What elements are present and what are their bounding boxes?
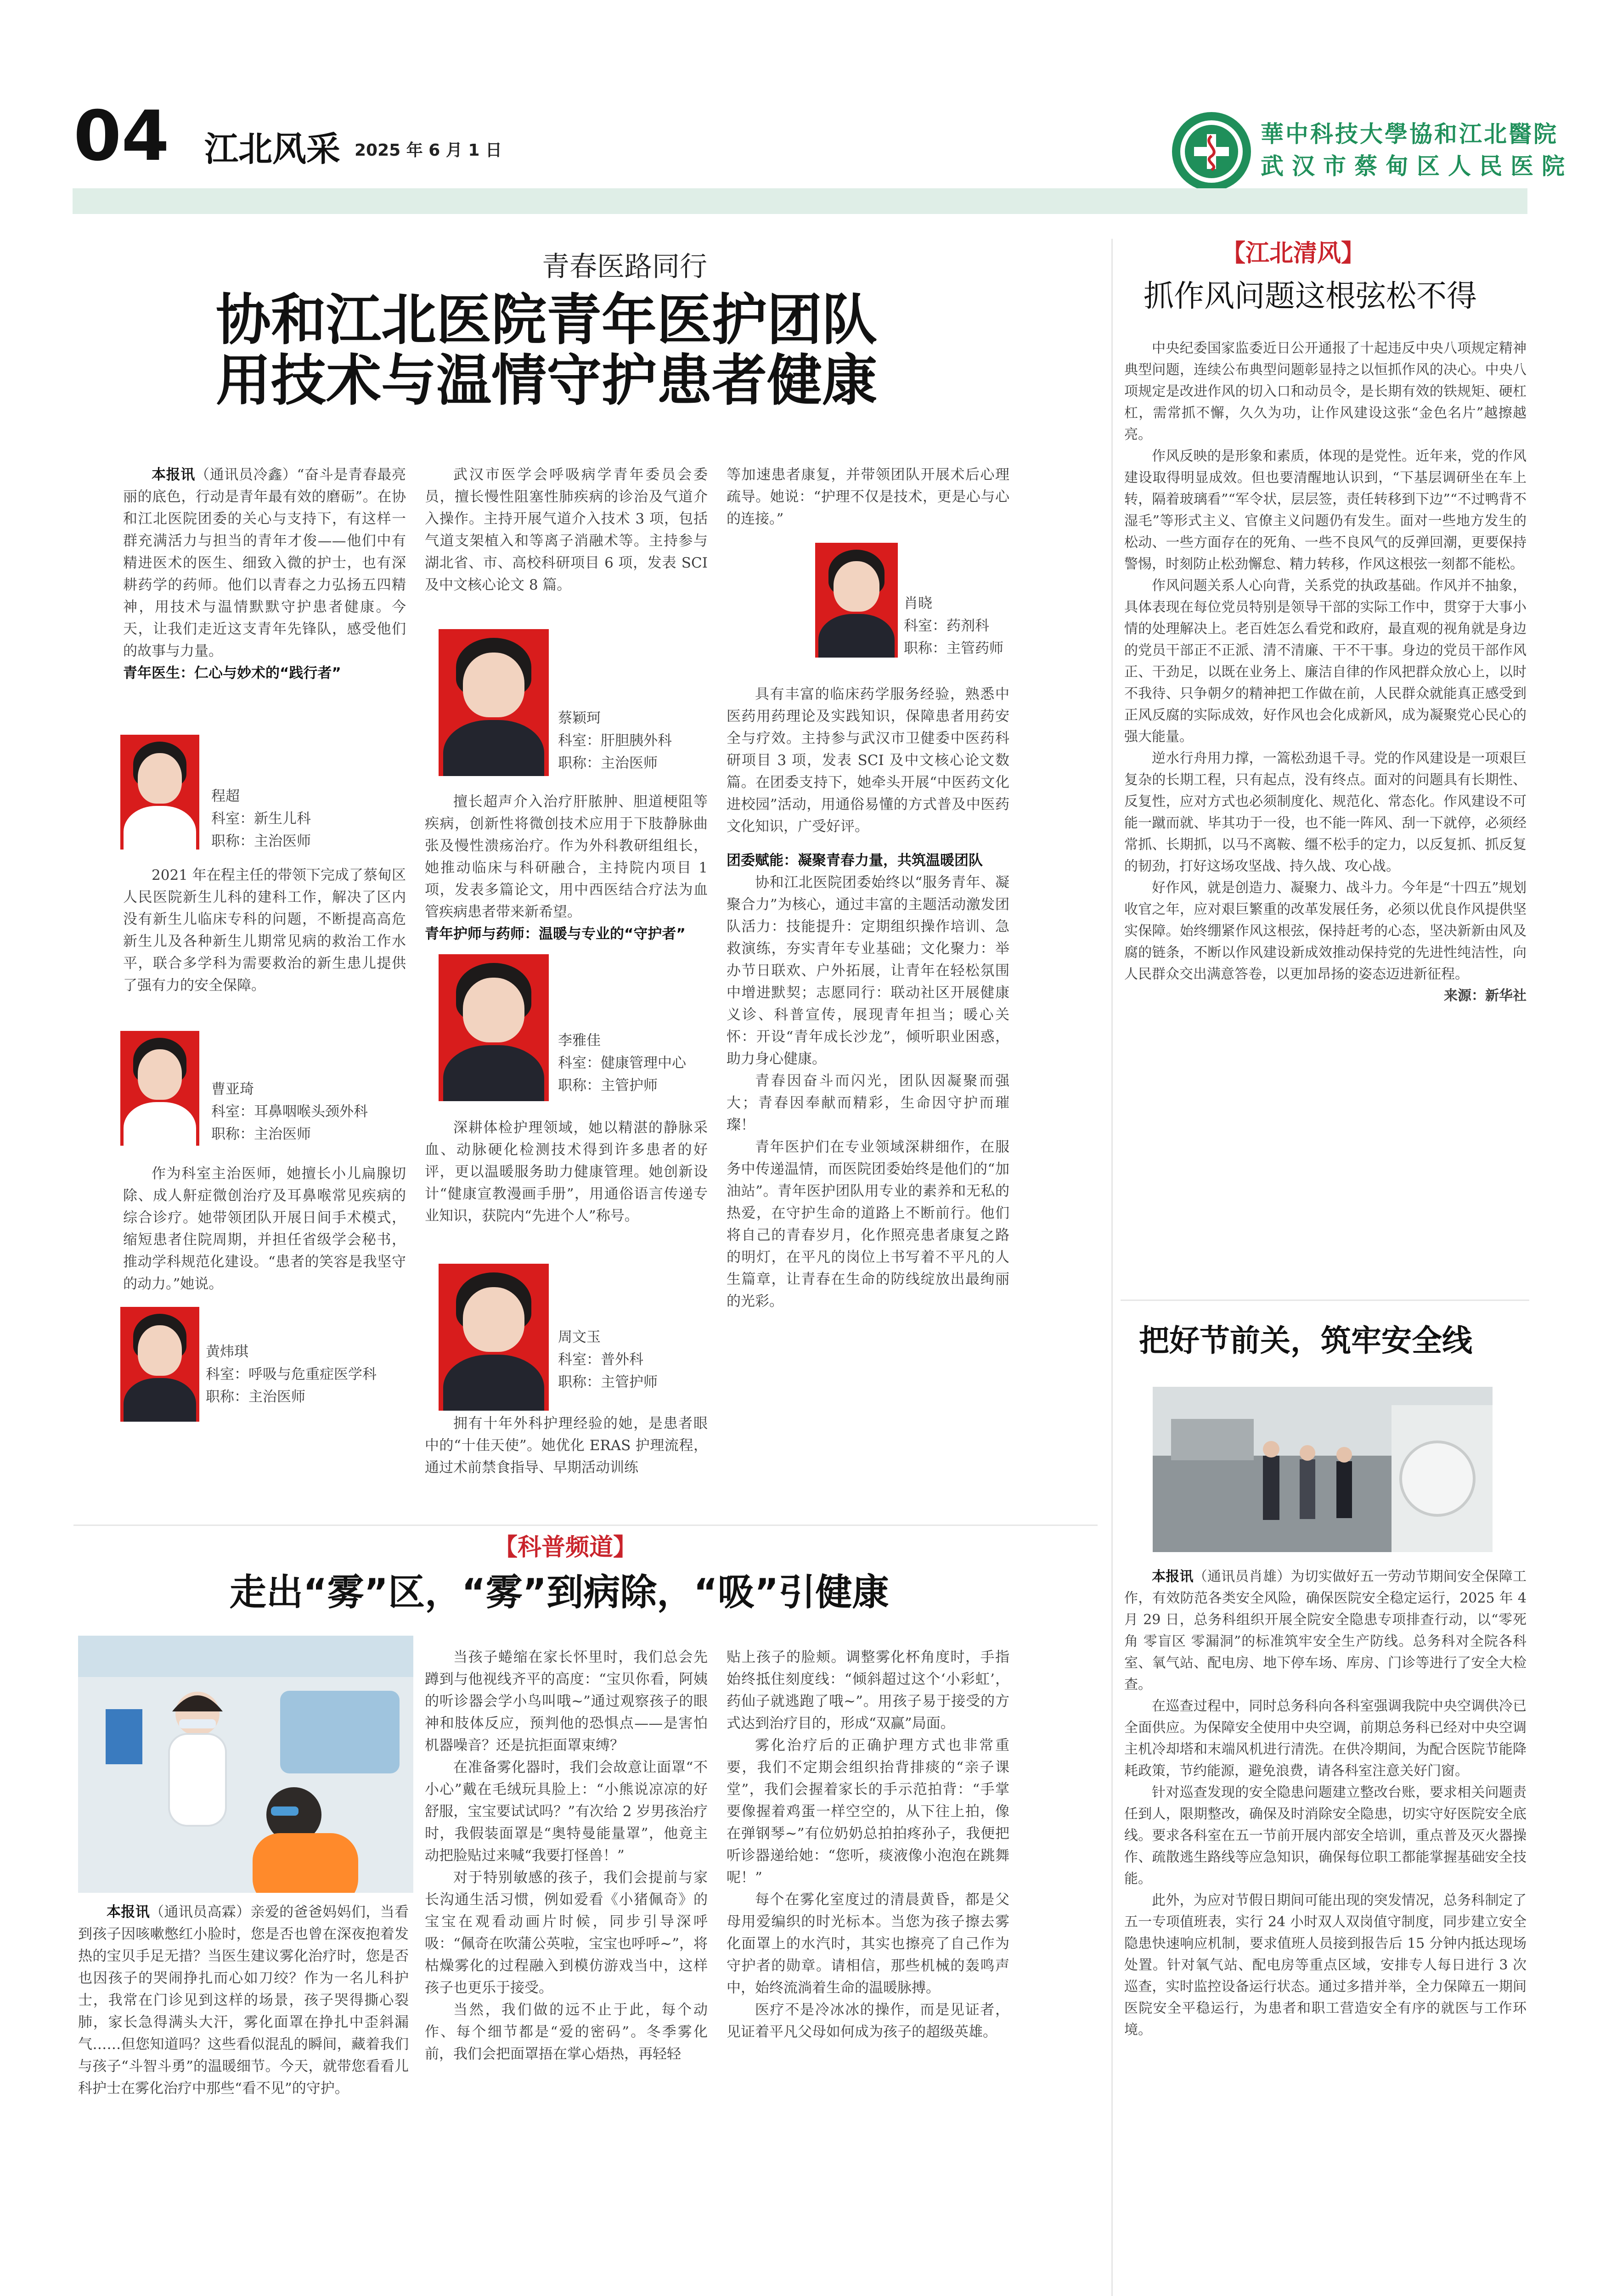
safety-paragraph: 此外，为应对节假日期间可能出现的突发情况，总务科制定了五一专项值班表，实行 24 小时双人双岗值守制度，同步建立安全隐患快速响应机制，要求值班人员接到报告后 15 分钟内抵达现场处置。针对氧气站、配电房等重点区域，安排专人每日进行 3 次巡查，实时监控设备运行状态。通过多措并举，全力保障五一期间医院安全平稳运行，为患者和职工营造安全有序的就医与工作环境。 bbox=[1124, 1892, 1527, 2038]
header-band bbox=[73, 188, 1527, 214]
main-paragraph: 青年医护们在专业领域深耕细作，在服务中传递温情，而医院团委始终是他们的“加油站”。青年医护团队用专业的素养和无私的热爱，在守护生命的道路上不断前行。他们将自己的青春岁月，化作照亮患者康复之路的明灯，在平凡的岗位上书写着不平凡的人生篇章，让青春在生命的防线绽放出最绚丽的光彩。 bbox=[727, 1139, 1009, 1310]
article-kicker: 青春医路同行 bbox=[542, 251, 707, 283]
portrait-zhou-wenyu bbox=[439, 1264, 549, 1411]
section-title: 江北风采 bbox=[204, 129, 340, 169]
main-paragraph: 深耕体检护理领域，她以精湛的静脉采血、动脉硬化检测技术得到许多患者的好评，更以温暖服务助力健康管理。她创新设计“健康宣教漫画手册”，用通俗语言传递专业知识，获院内“先进个人”称号。 bbox=[425, 1120, 708, 1224]
safety-title: 把好节前关，筑牢安全线 bbox=[1139, 1323, 1472, 1358]
profile-title: 职称：主管药师 bbox=[904, 640, 1003, 657]
main-column-1c bbox=[123, 1163, 406, 1295]
main-paragraph: 等加速患者康复，并带领团队开展术后心理疏导。她说：“护理不仅是技术，更是心与心的连接。” bbox=[727, 467, 1009, 527]
article-title-line1: 协和江北医院青年医护团队 bbox=[216, 288, 877, 352]
sidebar-tag: 【江北清风】 bbox=[1222, 240, 1365, 267]
profile-xiao-xiao bbox=[904, 592, 1023, 660]
hospital-name-1: 華中科技大學協和江北醫院 bbox=[1261, 120, 1558, 147]
profile-dept: 科室：耳鼻咽喉头颈外科 bbox=[211, 1103, 368, 1120]
profile-title: 职称：主治医师 bbox=[558, 755, 658, 771]
profile-dept: 科室：新生儿科 bbox=[211, 810, 311, 827]
main-column-2b bbox=[425, 791, 708, 945]
science-column-3 bbox=[727, 1646, 1009, 2043]
science-paragraph: 医疗不是冷冰冰的操作，而是见证者，见证着平凡父母如何成为孩子的超级英雄。 bbox=[727, 2002, 1009, 2040]
science-paragraph: 贴上孩子的脸颊。调整雾化杯角度时，手指始终抵住刻度线：“倾斜超过这个‘小彩虹’，药仙子就逃跑了哦~”。用孩子易于接受的方式达到治疗目的，形成“双赢”局面。 bbox=[727, 1649, 1009, 1732]
profile-name: 蔡颖珂 bbox=[558, 710, 601, 726]
sidebar-paragraph: 作风反映的是形象和素质，体现的是党性。近年来，党的作风建设取得明显成效。但也要清醒地认识到，“下基层调研坐在车上转，隔着玻璃看”“军令状，层层签，责任转移到下边”“不过鸭背不湿毛”等形式主义、官僚主义问题仍有发生。面对一些地方发生的松动、一些方面存在的死角、一些不良风气的反弹回潮，更要保持警惕，时刻防止松劲懈怠、精力转移，作风这根弦一刻都不能松。 bbox=[1124, 448, 1527, 572]
page-number: 04 bbox=[73, 96, 169, 176]
safety-column bbox=[1124, 1566, 1527, 2041]
hospital-logo bbox=[1170, 110, 1253, 193]
main-column-2c bbox=[425, 1117, 708, 1227]
science-paragraph: 当然，我们做的远不止于此，每个动作、每个细节都是“爱的密码”。冬季雾化前，我们会把面罩捂在掌心焐热，再轻轻 bbox=[425, 2002, 708, 2062]
main-column-2d bbox=[425, 1412, 708, 1479]
profile-title: 职称：主治医师 bbox=[211, 833, 311, 850]
main-paragraph: 本报讯（通讯员冷鑫）“奋斗是青春最亮丽的底色，行动是青年最有效的磨砺”。在协和江北医院团委的关心与支持下，有这样一群充满活力与担当的青年才俊——他们中有精进医术的医生、细致入微的护士，也有深耕药学的药师。他们以青春之力弘扬五四精神，用技术与温情默默守护患者健康。今天，让我们走近这支青年先锋队，感受他们的故事与力量。 bbox=[123, 467, 406, 659]
subheading-nurses: 青年护师与药师：温暖与专业的“守护者” bbox=[425, 926, 686, 942]
profile-dept: 科室：普外科 bbox=[558, 1351, 643, 1368]
profile-cao-yaqi bbox=[211, 1078, 413, 1146]
main-paragraph: 拥有十年外科护理经验的她，是患者眼中的“十佳天使”。她优化 ERAS 护理流程，通过术前禁食指导、早期活动训练 bbox=[425, 1415, 708, 1476]
profile-li-yajia bbox=[558, 1030, 710, 1097]
sidebar-column-1 bbox=[1124, 338, 1527, 1007]
sidebar-title: 抓作风问题这根弦松不得 bbox=[1144, 278, 1477, 314]
main-paragraph: 青春因奋斗而闪光，团队因凝聚而强大；青春因奉献而精彩，生命因守护而璀璨！ bbox=[727, 1073, 1009, 1133]
profile-name: 周文玉 bbox=[558, 1329, 601, 1345]
sidebar-source: 来源：新华社 bbox=[1444, 988, 1527, 1004]
profile-name: 李雅佳 bbox=[558, 1032, 601, 1049]
safety-paragraph: 本报讯（通讯员肖雄）为切实做好五一劳动节期间安全保障工作，有效防范各类安全风险，确保医院安全稳定运行，2025 年 4 月 29 日，总务科组织开展全院安全隐患专项排查行动，以“零死角 零盲区 零漏洞”的标准筑牢安全生产防线。总务科对全院各科室、氧气站、配电房、地下停车场、库房、门诊等进行了安全大检查。 bbox=[1124, 1569, 1527, 1693]
science-tag: 【科普频道】 bbox=[494, 1534, 637, 1561]
science-paragraph: 雾化治疗后的正确护理方式也非常重要，我们不定期会组织抬背排痰的“亲子课堂”，我们会握着家长的手示范拍背：“手掌要像握着鸡蛋一样空空的，从下往上拍，像在弹钢琴~”有位奶奶总拍拍疼孙子，我便把听诊器递给她：“您听，痰液像小泡泡在跳舞呢！” bbox=[727, 1737, 1009, 1886]
section-divider bbox=[73, 1525, 1098, 1526]
science-column-1 bbox=[78, 1901, 409, 2099]
subheading-doctors: 青年医生：仁心与妙术的“践行者” bbox=[123, 665, 341, 681]
science-paragraph: 本报讯（通讯员高霖）亲爱的爸爸妈妈们，当看到孩子因咳嗽憋红小脸时，您是否也曾在深夜抱着发热的宝贝手足无措？当医生建议雾化治疗时，您是否也因孩子的哭闹挣扎而心如刀绞？作为一名儿科护士，我常在门诊见到这样的场景，孩子哭得撕心裂肺，家长急得满头大汗，雾化面罩在挣扎中歪斜漏气……但您知道吗？这些看似混乱的瞬间，藏着我们与孩子“斗智斗勇”的温暖细节。今天，就带您看看儿科护士在雾化治疗中那些“看不见”的守护。 bbox=[78, 1904, 409, 2097]
main-paragraph: 2021 年在程主任的带领下完成了蔡甸区人民医院新生儿科的建科工作，解决了区内没有新生儿临床专科的问题，不断提高高危新生儿及各种新生儿期常见病的救治工作水平，联合多学科为需要救治的新生患儿提供了强有力的安全保障。 bbox=[123, 867, 406, 994]
article-title-line2: 用技术与温情守护患者健康 bbox=[216, 349, 877, 413]
profile-huang-weiqi bbox=[206, 1341, 417, 1408]
profile-cai-yingke bbox=[558, 707, 710, 775]
portrait-li-yajia bbox=[439, 954, 549, 1101]
main-column-3 bbox=[727, 464, 1009, 530]
sidebar-paragraph: 逆水行舟用力撑，一篙松劲退千寻。党的作风建设是一项艰巨复杂的长期工程，只有起点，没有终点。面对的问题具有长期性、反复性，应对方式也必须制度化、规范化、常态化。作风建设不可能一蹴而就、毕其功于一役，也不能一阵风、刮一下就停，必须经常抓、长期抓，以马不离鞍、缰不松手的定力，以反复抓、抓反复的韧劲，打好这场攻坚战、持久战、攻心战。 bbox=[1124, 750, 1527, 874]
profile-name: 程超 bbox=[211, 788, 240, 805]
profile-dept: 科室：肝胆胰外科 bbox=[558, 732, 672, 749]
profile-name: 黄炜琪 bbox=[206, 1344, 248, 1360]
main-paragraph: 作为科室主治医师，她擅长小儿扁腺切除、成人鼾症微创治疗及耳鼻喉常见疾病的综合诊疗。她带领团队开展日间手术模式，缩短患者住院周期，并担任省级学会秘书，推动学科规范化建设。“患者的笑容是我坚守的动力。”她说。 bbox=[123, 1165, 406, 1292]
profile-cheng-chao bbox=[211, 785, 404, 853]
science-paragraph: 当孩子蜷缩在家长怀里时，我们总会先蹲到与他视线齐平的高度：“宝贝你看，阿姨的听诊器会学小鸟叫哦~”通过观察孩子的眼神和肢体反应，预判他的恐惧点——是害怕机器噪音？还是抗拒面罩束缚？ bbox=[425, 1649, 708, 1754]
sidebar-paragraph: 好作风，就是创造力、凝聚力、战斗力。今年是“十四五”规划收官之年，应对艰巨繁重的改革发展任务，必须以优良作风提供坚实保障。始终绷紧作风这根弦，保持赶考的心态，坚决新新由风及腐的链条，不断以作风建设新成效推动保持党的先进性纯洁性，向人民群众交出满意答卷，以更加昂扬的姿态迈进新征程。 bbox=[1124, 880, 1527, 982]
profile-name: 曹亚琦 bbox=[211, 1081, 254, 1097]
main-column-1b bbox=[123, 864, 406, 996]
sidebar-separator bbox=[1121, 1300, 1529, 1301]
profile-name: 肖晓 bbox=[904, 595, 932, 612]
issue-date: 2025 年 6 月 1 日 bbox=[355, 141, 502, 160]
portrait-cai-yingke bbox=[439, 629, 549, 776]
main-column-1 bbox=[123, 464, 406, 684]
main-paragraph: 擅长超声介入治疗肝脓肿、胆道梗阻等疾病，创新性将微创技术应用于下肢静脉曲张及慢性溃疡治疗。作为外科教研组组长，她推动临床与科研融合，主持院内项目 1 项，发表多篇论文，用中西医结合疗法为血管疾病患者带来新希望。 bbox=[425, 793, 708, 920]
hospital-name-2: 武汉市蔡甸区人民医院 bbox=[1261, 152, 1573, 180]
sidebar-paragraph: 作风问题关系人心向背，关系党的执政基础。作风并不抽象，具体表现在每位党员特别是领导干部的实际工作中，贯穿于大事小情的处理解决上。老百姓怎么看党和政府，最直观的视角就是身边的党员干部正不正派、清不清廉、干不干事。身边的党员干部作风正、干劲足，以既在业务上、廉洁自律的作风把群众放心上，以时不我待、只争朝夕的精神把工作做在前，人民群众就能真正感受到正风反腐的实际成效，好作风也会化成新风，成为凝聚党心民心的强大能量。 bbox=[1124, 578, 1527, 745]
main-paragraph: 武汉市医学会呼吸病学青年委员会委员，擅长慢性阻塞性肺疾病的诊治及气道介入操作。主持开展气道介入技术 3 项，包括气道支架植入和等离子消融术等。主持参与湖北省、市、高校科研项目 6 项，发表 SCI 及中文核心论文 8 篇。 bbox=[425, 467, 708, 593]
main-paragraph: 协和江北医院团委始终以“服务青年、凝聚合力”为核心，通过丰富的主题活动激发团队活力：技能提升：定期组织操作培训、急救演练，夯实青年专业基础；文化聚力：举办节日联欢、户外拓展，让青年在轻松氛围中增进默契；志愿同行：联动社区开展健康义诊、科普宣传，展现青年担当；暖心关怀：开设“青年成长沙龙”，倾听职业困惑，助力身心健康。 bbox=[727, 874, 1009, 1067]
profile-zhou-wenyu bbox=[558, 1326, 710, 1394]
profile-dept: 科室：健康管理中心 bbox=[558, 1055, 686, 1071]
profile-title: 职称：主治医师 bbox=[211, 1126, 311, 1142]
profile-title: 职称：主治医师 bbox=[206, 1389, 305, 1405]
safety-paragraph: 针对巡查发现的安全隐患问题建立整改台账，要求相关问题责任到人，限期整改，确保及时消除安全隐患，切实守好医院安全底线。要求各科室在五一节前开展内部安全培训，重点普及灭火器操作、疏散逃生路线等应急知识，确保每位职工都能掌握基础安全技能。 bbox=[1124, 1784, 1527, 1887]
portrait-cheng-chao bbox=[120, 735, 199, 850]
main-paragraph: 具有丰富的临床药学服务经验，熟悉中医药用药理论及实践知识，保障患者用药安全与疗效。主持参与武汉市卫健委中医药科研项目 3 项，发表 SCI 及中文核心论文数篇。在团委支持下，她牵头开展“中医药文化进校园”活动，用通俗易懂的方式普及中医药文化知识，广受好评。 bbox=[727, 686, 1009, 835]
science-column-2 bbox=[425, 1646, 708, 2065]
science-title: 走出“雾”区，“雾”到病除，“吸”引健康 bbox=[230, 1571, 889, 1614]
main-column-2 bbox=[425, 464, 708, 596]
portrait-cao-yaqi bbox=[120, 1031, 199, 1146]
profile-title: 职称：主管护师 bbox=[558, 1374, 658, 1390]
science-photo bbox=[78, 1636, 413, 1893]
portrait-xiao-xiao bbox=[815, 543, 898, 658]
profile-title: 职称：主管护师 bbox=[558, 1077, 658, 1094]
main-column-3b bbox=[727, 683, 1009, 1312]
column-divider bbox=[1111, 239, 1113, 2296]
science-paragraph: 在准备雾化器时，我们会故意让面罩“不小心”戴在毛绒玩具脸上：“小熊说凉凉的好舒服，宝宝要试试吗？”有次给 2 岁男孩治疗时，我假装面罩是“奥特曼能量罩”，他竟主动把脸贴过来喊“我要打怪兽！” bbox=[425, 1759, 708, 1864]
profile-dept: 科室：呼吸与危重症医学科 bbox=[206, 1366, 377, 1383]
sidebar-paragraph: 中央纪委国家监委近日公开通报了十起违反中央八项规定精神典型问题，连续公布典型问题彰显持之以恒抓作风的决心。中央八项规定是改进作风的切入口和动员令，是长期有效的铁规矩、硬杠杠，需常抓不懈，久久为功，让作风建设这张“金色名片”越擦越亮。 bbox=[1124, 340, 1527, 443]
safety-photo bbox=[1153, 1387, 1493, 1552]
science-paragraph: 每个在雾化室度过的清晨黄昏，都是父母用爱编织的时光标本。当您为孩子擦去雾化面罩上的水汽时，其实也擦亮了自己作为守护者的勋章。请相信，那些机械的轰鸣声中，始终流淌着生命的温暖脉搏。 bbox=[727, 1891, 1009, 1996]
safety-paragraph: 在巡查过程中，同时总务科向各科室强调我院中央空调供冷已全面供应。为保障安全使用中央空调，前期总务科已经对中央空调主机冷却塔和末端风机进行清洗。在供冷期间，为配合医院节能降耗政策，节约能源，避免浪费，请各科室注意关好门窗。 bbox=[1124, 1698, 1527, 1779]
profile-dept: 科室：药剂科 bbox=[904, 618, 989, 634]
subheading-league: 团委赋能：凝聚青春力量，共筑温暖团队 bbox=[727, 852, 983, 869]
science-paragraph: 对于特别敏感的孩子，我们会提前与家长沟通生活习惯，例如爱看《小猪佩奇》的宝宝在观看动画片时候，同步引导深呼吸：“佩奇在吹蒲公英啦，宝宝也呼呼~”，将枯燥雾化的过程融入到模仿游戏当中，这样孩子也更乐于接受。 bbox=[425, 1869, 708, 1996]
portrait-huang-weiqi bbox=[120, 1307, 199, 1422]
